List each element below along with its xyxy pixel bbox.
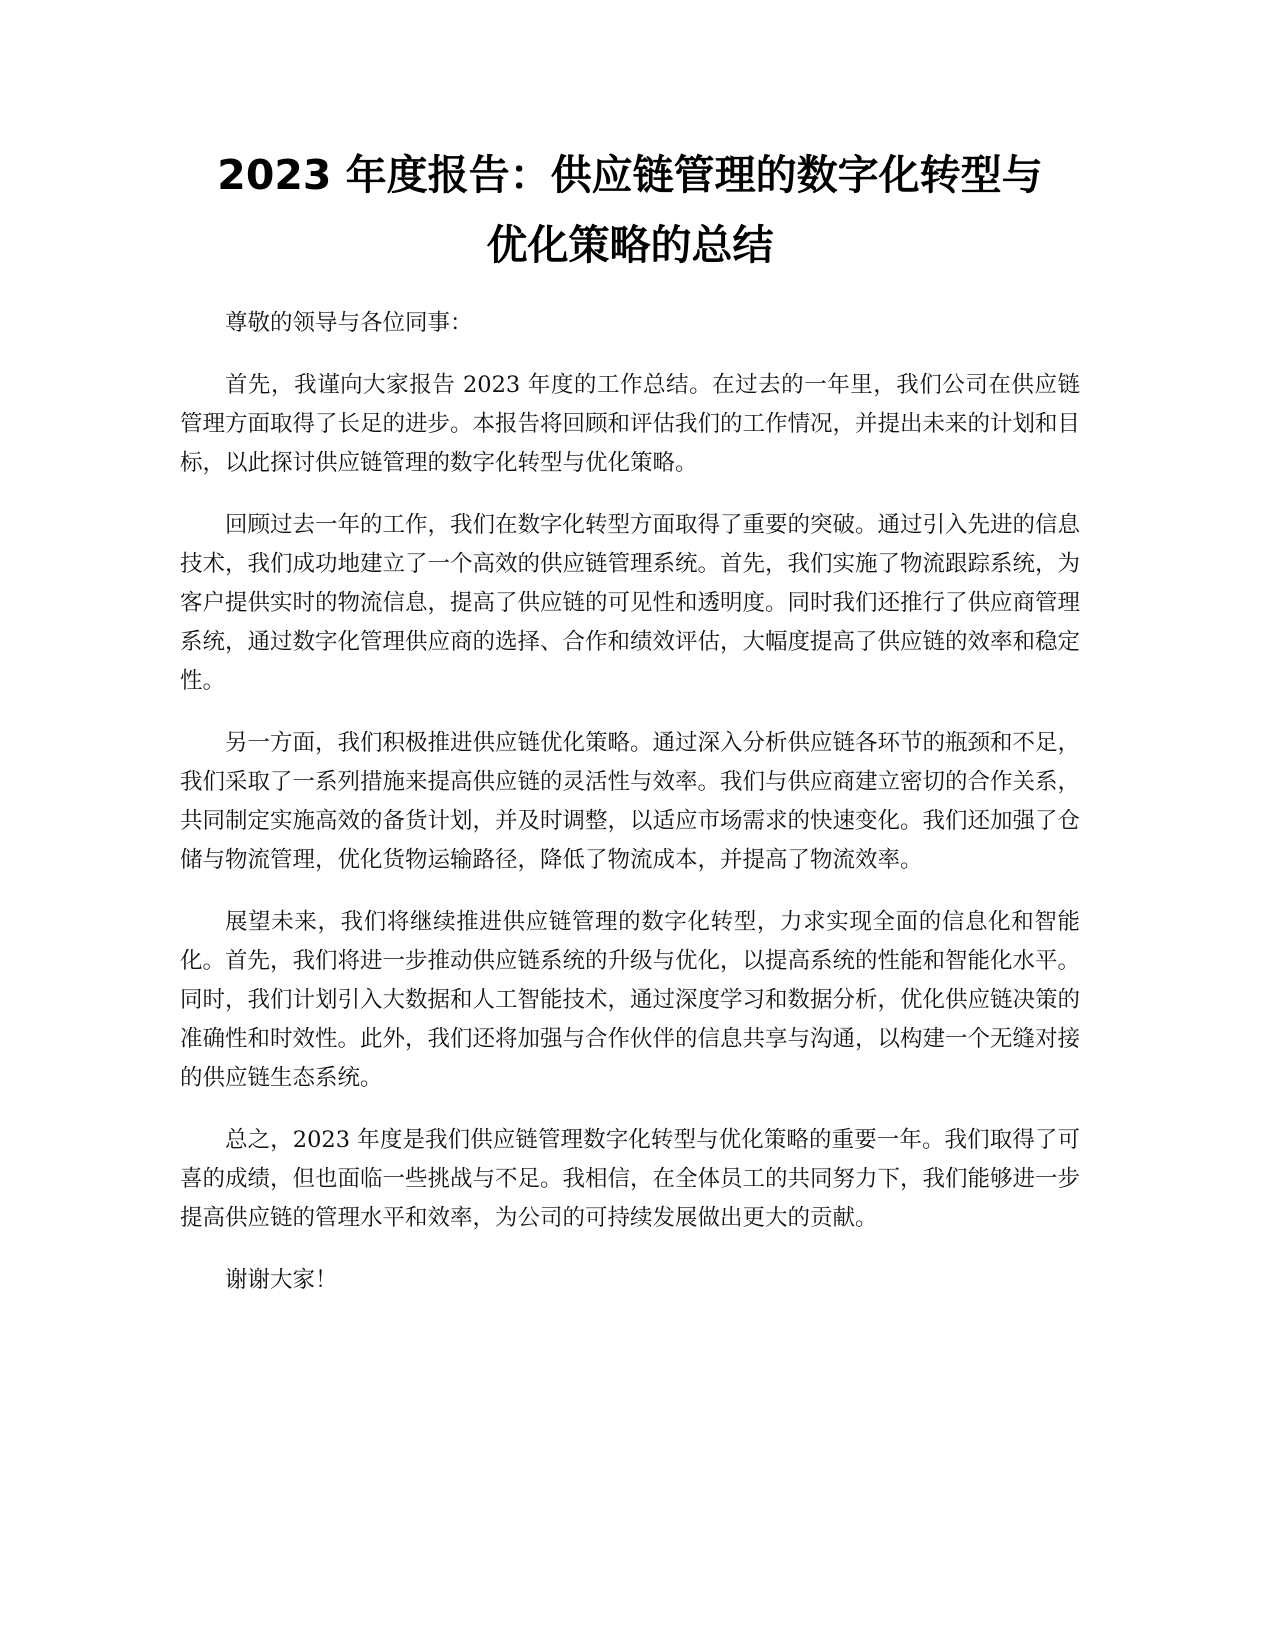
document-page — [180, 140, 1080, 1323]
closing: 谢谢大家！ — [225, 1267, 338, 1293]
paragraph-intro: 首先，我谨向大家报告 2023 年度的工作总结。在过去的一年里，我们公司在供应链管理方面取得了长足的进步。本报告将回顾和评估我们的工作情况，并提出未来的计划和目标，以此探讨供应链管理的数字化转型与优化策略。 — [180, 372, 1081, 476]
title-line-2: 优化策略的总结 — [486, 221, 774, 269]
paragraph-optimization: 另一方面，我们积极推进供应链优化策略。通过深入分析供应链各环节的瓶颈和不足，我们采取了一系列措施来提高供应链的灵活性与效率。我们与供应商建立密切的合作关系，共同制定实施高效的备货计划，并及时调整，以适应市场需求的快速变化。我们还加强了仓储与物流管理，优化货物运输路径，降低了物流成本，并提高了物流效率。 — [180, 730, 1081, 873]
paragraph-conclusion: 总之，2023 年度是我们供应链管理数字化转型与优化策略的重要一年。我们取得了可喜的成绩，但也面临一些挑战与不足。我相信，在全体员工的共同努力下，我们能够进一步提高供应链的管理水平和效率，为公司的可持续发展做出更大的贡献。 — [180, 1127, 1081, 1231]
document-title — [180, 140, 1080, 280]
document-body — [180, 304, 1080, 1300]
paragraph-review: 回顾过去一年的工作，我们在数字化转型方面取得了重要的突破。通过引入先进的信息技术，我们成功地建立了一个高效的供应链管理系统。首先，我们实施了物流跟踪系统，为客户提供实时的物流信息，提高了供应链的可见性和透明度。同时我们还推行了供应商管理系统，通过数字化管理供应商的选择、合作和绩效评估，大幅度提高了供应链的效率和稳定性。 — [180, 512, 1081, 694]
title-line-1: 2023 年度报告：供应链管理的数字化转型与 — [217, 151, 1043, 199]
greeting: 尊敬的领导与各位同事： — [225, 310, 473, 336]
paragraph-outlook: 展望未来，我们将继续推进供应链管理的数字化转型，力求实现全面的信息化和智能化。首先，我们将进一步推动供应链系统的升级与优化，以提高系统的性能和智能化水平。同时，我们计划引入大数据和人工智能技术，通过深度学习和数据分析，优化供应链决策的准确性和时效性。此外，我们还将加强与合作伙伴的信息共享与沟通，以构建一个无缝对接的供应链生态系统。 — [180, 909, 1081, 1091]
